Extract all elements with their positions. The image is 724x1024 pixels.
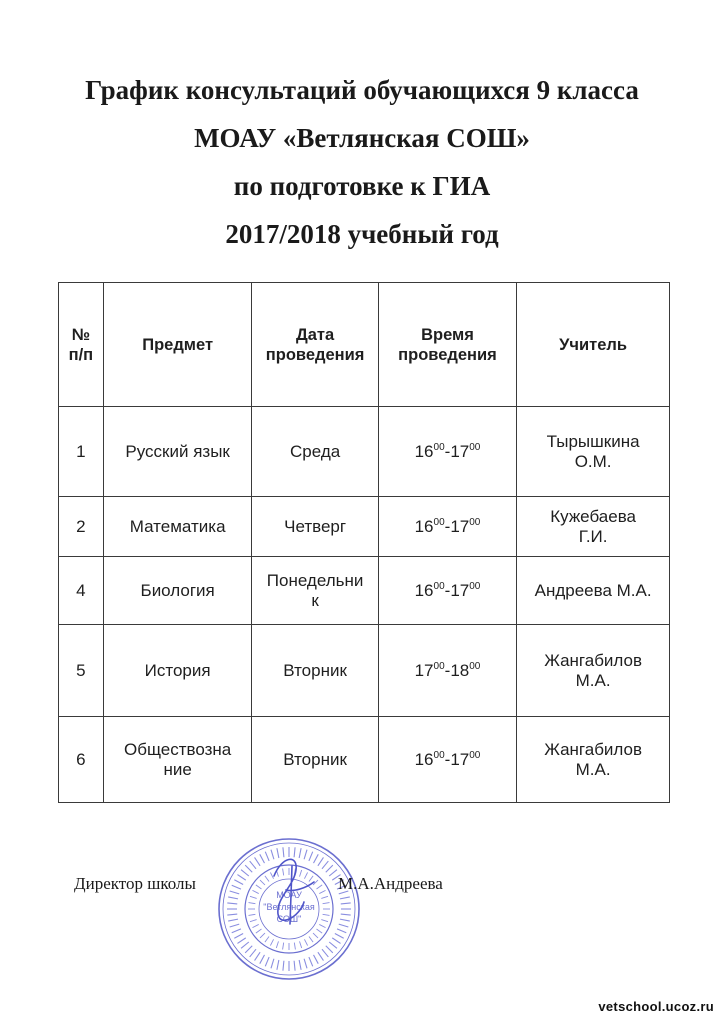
seal-mark (265, 852, 269, 861)
seal-mark (326, 946, 333, 953)
time-end-min: 00 (469, 660, 481, 672)
time-start-min: 00 (433, 660, 445, 672)
seal-mark (321, 896, 328, 898)
seal-mark (241, 942, 249, 948)
seal-mark (252, 890, 258, 893)
row-subject: Математика (103, 497, 252, 557)
seal-mark (245, 946, 252, 953)
header-number-line2: п/п (68, 345, 94, 364)
seal-mark (304, 872, 307, 878)
seal-mark (250, 949, 256, 957)
teacher-line1: Тырышкина (546, 431, 640, 451)
director-label: Директор школы (74, 874, 196, 893)
header-time (378, 283, 516, 407)
teacher-line2: Г.И. (578, 526, 608, 546)
row-time: $16^{00}-17^{00}$ (378, 497, 516, 557)
seal-mark (322, 861, 328, 869)
seal-mark (232, 929, 241, 933)
seal-mark (260, 955, 265, 964)
seal-mark (250, 920, 257, 922)
time-start-hour: 16 (414, 441, 434, 461)
time-end-min: 00 (469, 516, 481, 528)
site-watermark: vetschool.ucoz.ru (598, 999, 714, 1014)
seal-mark (321, 920, 328, 922)
seal-mark (283, 847, 284, 857)
seal-mark (283, 869, 284, 876)
row-number: 4 (59, 557, 104, 625)
row-teacher (517, 717, 670, 803)
seal-mark (234, 934, 243, 939)
seal-mark (277, 848, 279, 858)
seal-mark (326, 865, 333, 872)
seal-mark (329, 870, 337, 876)
seal-center-line3: СОШ" (276, 914, 302, 924)
seal-mark (341, 914, 351, 915)
seal-mark (304, 939, 307, 945)
row-teacher (517, 625, 670, 717)
seal-mark (227, 914, 237, 915)
seal-mark (299, 960, 301, 970)
header-date-line1: Дата (296, 325, 335, 344)
seal-mark (309, 876, 313, 882)
time-end-hour: 17 (450, 516, 470, 536)
row-date: Четверг (252, 497, 378, 557)
time-end-min: 00 (469, 749, 481, 761)
seal-mark (241, 870, 249, 876)
time-end-min: 00 (469, 580, 481, 592)
table-row (59, 717, 670, 803)
seal-mark (337, 929, 346, 933)
seal-mark (309, 937, 313, 943)
teacher-line2: М.А. (575, 670, 611, 690)
seal-mark (260, 880, 265, 885)
seal-mark (270, 939, 273, 945)
school-seal-stamp (216, 836, 362, 982)
row-number: 1 (59, 407, 104, 497)
row-number: 6 (59, 717, 104, 803)
seal-mark (323, 914, 330, 915)
table-row (59, 625, 670, 717)
seal-mark (322, 949, 328, 957)
time-end-hour: 17 (450, 441, 470, 461)
seal-mark (250, 896, 257, 898)
seal-mark (265, 937, 269, 943)
seal-mark (309, 957, 313, 966)
seal-mark (294, 961, 295, 971)
time-end-hour: 18 (450, 660, 470, 680)
seal-mark (234, 880, 243, 885)
seal-mark (283, 943, 284, 950)
seal-mark (340, 897, 350, 899)
seal-mark (317, 929, 323, 933)
seal-mark (313, 933, 318, 938)
time-start-min: 00 (433, 516, 445, 528)
time-start-min: 00 (433, 441, 445, 453)
seal-mark (227, 903, 237, 904)
seal-mark (230, 924, 240, 927)
teacher-line1: Жангабилов (544, 739, 643, 759)
seal-mark (341, 903, 351, 904)
seal-mark (250, 861, 256, 869)
seal-mark (340, 919, 350, 921)
date-line1: Понедельни (266, 570, 364, 590)
time-start-hour: 16 (414, 580, 434, 600)
seal-mark (300, 941, 302, 948)
time-end-hour: 17 (450, 749, 470, 769)
header-number-line1: № (71, 325, 91, 344)
seal-mark (256, 929, 262, 933)
seal-mark (230, 891, 240, 894)
row-number: 2 (59, 497, 104, 557)
seal-mark (271, 959, 274, 969)
row-time: $16^{00}-17^{00}$ (378, 717, 516, 803)
seal-mark (271, 850, 274, 860)
teacher-line1: Кужебаева (550, 506, 636, 526)
document-title (0, 66, 724, 258)
seal-mark (335, 934, 344, 939)
seal-mark (260, 854, 265, 863)
subject-line2: ние (163, 759, 192, 779)
seal-mark (329, 942, 337, 948)
seal-mark (317, 885, 323, 889)
table-row (59, 557, 670, 625)
subject-line1: Обществозна (124, 739, 232, 759)
seal-mark (300, 870, 302, 877)
seal-mark (232, 885, 241, 889)
seal-mark (249, 903, 256, 904)
seal-mark (299, 848, 301, 858)
row-time: $16^{00}-17^{00}$ (378, 557, 516, 625)
header-number (59, 283, 104, 407)
row-time: $16^{00}-17^{00}$ (378, 407, 516, 497)
seal-mark (294, 847, 295, 857)
title-line-3: по подготовке к ГИА (233, 171, 491, 201)
header-subject: Предмет (103, 283, 252, 407)
seal-mark (270, 872, 273, 878)
seal-mark (332, 938, 340, 944)
time-start-hour: 17 (414, 660, 434, 680)
row-subject: Биология (103, 557, 252, 625)
date-line2: к (311, 590, 319, 610)
seal-mark (276, 941, 278, 948)
row-date (252, 557, 378, 625)
teacher-line2: О.М. (574, 451, 612, 471)
seal-mark (304, 959, 307, 969)
table-row (59, 497, 670, 557)
time-end-hour: 17 (450, 580, 470, 600)
header-date-line2: проведения (265, 345, 365, 364)
seal-mark (249, 914, 256, 915)
seal-mark (318, 952, 324, 960)
row-subject: Русский язык (103, 407, 252, 497)
seal-mark (277, 960, 279, 970)
seal-mark (265, 876, 269, 882)
time-start-min: 00 (433, 749, 445, 761)
seal-mark (228, 919, 238, 921)
seal-mark (255, 857, 261, 865)
row-date: Вторник (252, 625, 378, 717)
teacher-line2: М.А. (575, 759, 611, 779)
row-teacher (517, 407, 670, 497)
title-line-2: МОАУ «Ветлянская СОШ» (194, 123, 530, 153)
seal-mark (228, 897, 238, 899)
row-teacher: Андреева М.А. (517, 557, 670, 625)
seal-mark (319, 890, 325, 893)
seal-mark (314, 955, 319, 964)
seal-mark (319, 924, 325, 927)
row-date: Среда (252, 407, 378, 497)
title-line-1: График консультаций обучающихся 9 класса (85, 75, 639, 105)
seal-mark (255, 952, 261, 960)
header-teacher: Учитель (517, 283, 670, 407)
table-header-row (59, 283, 670, 407)
seal-mark (304, 850, 307, 860)
header-date (252, 283, 378, 407)
seal-mark (256, 885, 262, 889)
row-date: Вторник (252, 717, 378, 803)
time-start-min: 00 (433, 580, 445, 592)
row-teacher (517, 497, 670, 557)
row-subject: История (103, 625, 252, 717)
seal-mark (252, 924, 258, 927)
time-end-min: 00 (469, 441, 481, 453)
seal-mark (260, 933, 265, 938)
time-start-hour: 16 (414, 749, 434, 769)
header-time-line2: проведения (398, 345, 497, 364)
header-time-line1: Время (421, 325, 474, 344)
seal-mark (283, 961, 284, 971)
consultation-schedule-table (58, 282, 670, 803)
row-number: 5 (59, 625, 104, 717)
seal-mark (323, 903, 330, 904)
seal-mark (265, 957, 269, 966)
seal-mark (245, 865, 252, 872)
teacher-line1: Жангабилов (544, 650, 643, 670)
title-line-4: 2017/2018 учебный год (225, 219, 499, 249)
seal-mark (237, 938, 245, 944)
row-subject (103, 717, 252, 803)
seal-mark (339, 924, 349, 927)
seal-mark (294, 943, 295, 950)
seal-mark (314, 854, 319, 863)
seal-mark (318, 857, 324, 865)
table-row (59, 407, 670, 497)
time-start-hour: 16 (414, 516, 434, 536)
row-time: $17^{00}-18^{00}$ (378, 625, 516, 717)
seal-mark (309, 852, 313, 861)
director-name: М.А.Андреева (338, 874, 443, 893)
seal-center-line1: МОАУ (276, 890, 302, 900)
seal-center-line2: "Ветлянская (263, 902, 315, 912)
seal-mark (237, 875, 245, 881)
